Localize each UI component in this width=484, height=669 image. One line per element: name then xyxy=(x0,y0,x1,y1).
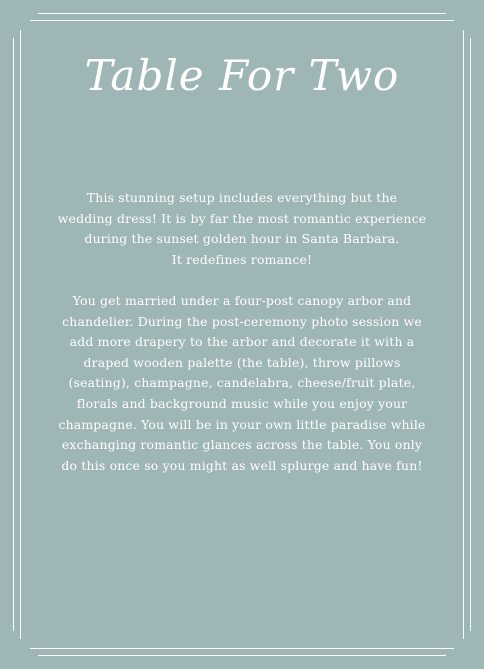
text-line: (seating), champagne, candelabra, cheese/fruit plate, xyxy=(68,375,416,391)
frame-top-outer-line xyxy=(38,13,446,14)
text-line: during the sunset golden hour in Santa Barbara. xyxy=(84,231,400,247)
text-line: draped wooden palette (the table), throw pillows xyxy=(83,354,401,370)
text-line: It redefines romance! xyxy=(171,251,313,267)
text-line: exchanging romantic glances across the table. You only xyxy=(61,437,423,453)
page-title: Table For Two xyxy=(84,51,400,100)
description-paragraph-intro xyxy=(40,188,444,270)
text-line: chandelier. During the post-ceremony photo session we xyxy=(62,313,422,329)
frame-right-inner-line xyxy=(463,30,464,639)
text-line: champagne. You will be in your own little paradise while xyxy=(58,416,426,432)
frame-bottom-inner-line xyxy=(30,648,454,649)
frame-right-outer-line xyxy=(470,38,471,631)
text-line: You get married under a four-post canopy arbor and xyxy=(72,292,412,308)
text-line: florals and background music while you enjoy your xyxy=(76,395,408,411)
text-line: do this once so you might as well splurge and have fun! xyxy=(61,457,423,473)
text-line: wedding dress! It is by far the most romantic experience xyxy=(57,210,427,226)
frame-bottom-outer-line xyxy=(38,655,446,656)
frame-left-outer-line xyxy=(13,38,14,631)
description-body xyxy=(40,188,444,476)
frame-top-inner-line xyxy=(30,20,454,21)
description-paragraph-details xyxy=(40,291,444,476)
text-line: This stunning setup includes everything but the xyxy=(86,190,398,205)
frame-left-inner-line xyxy=(20,30,21,639)
text-line: add more drapery to the arbor and decorate it with a xyxy=(69,334,415,350)
